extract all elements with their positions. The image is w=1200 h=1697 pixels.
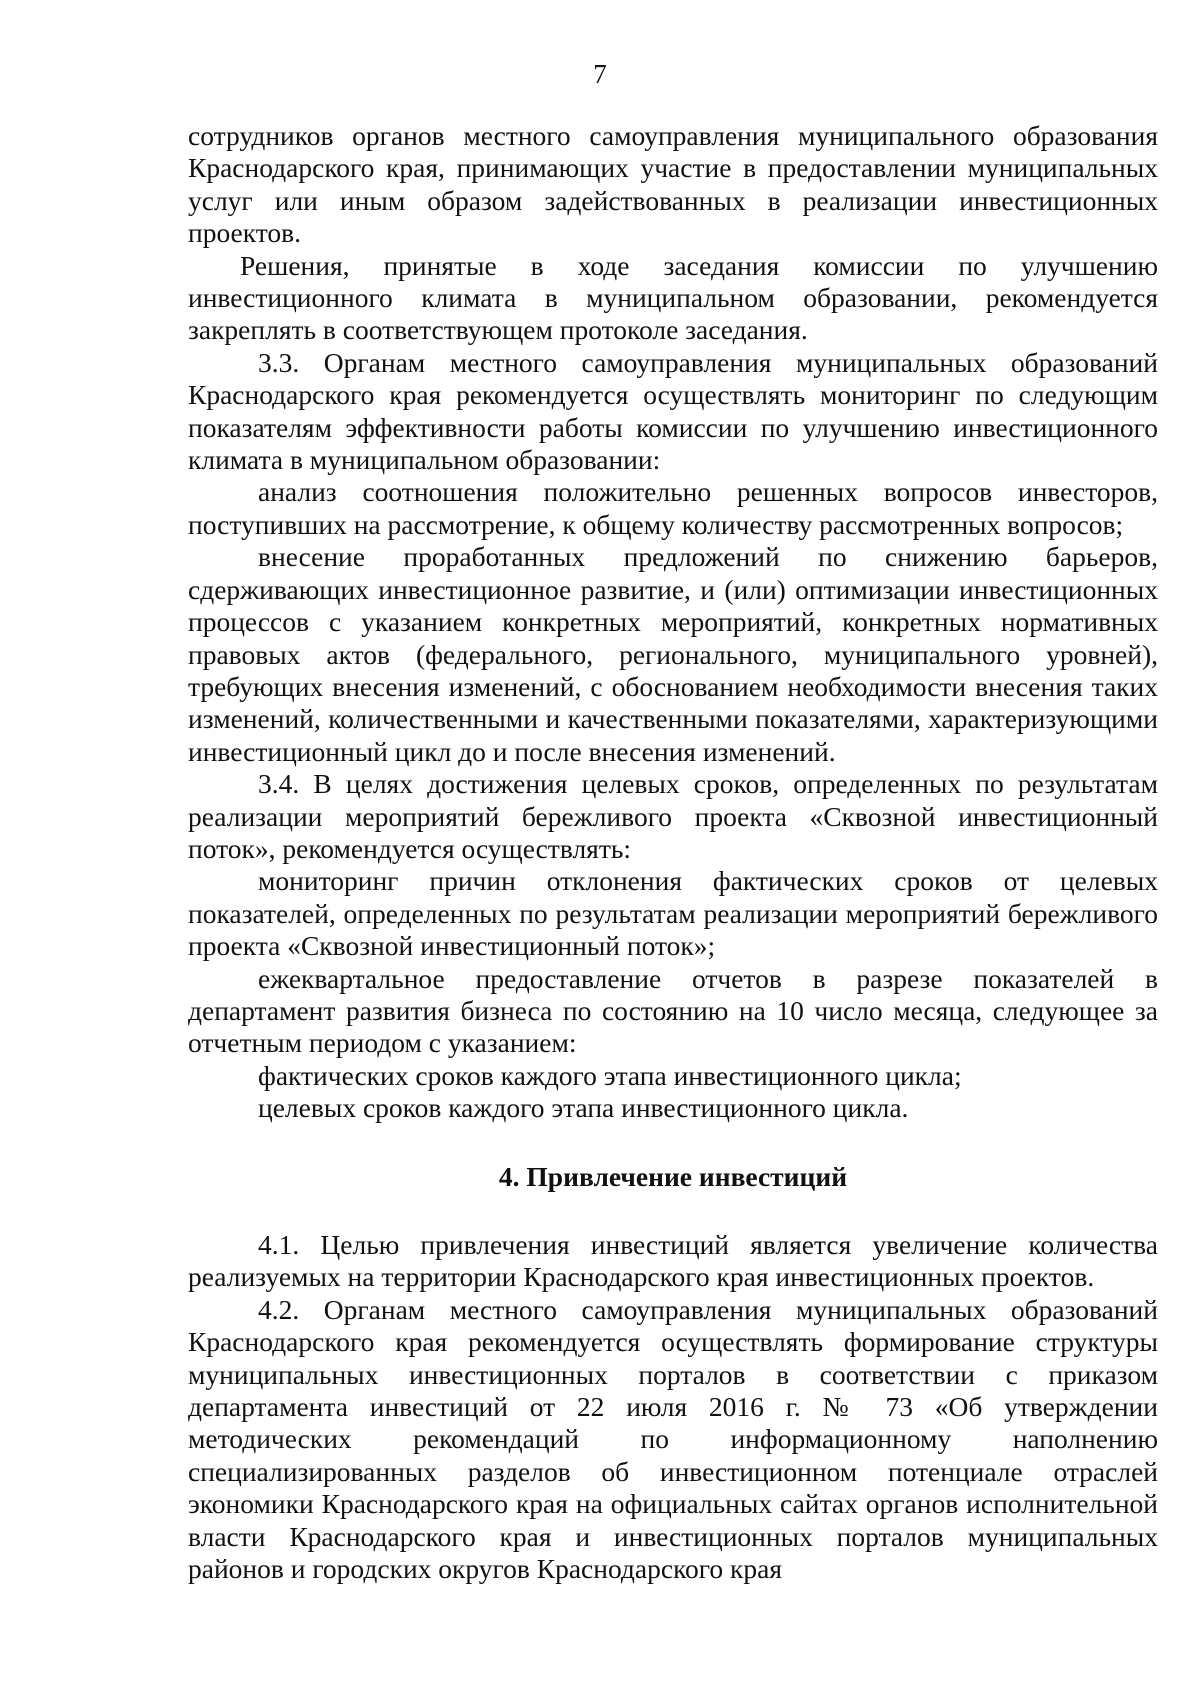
paragraph: мониторинг причин отклонения фактических сроков от целевых показателей, определенных по результатам реализации мероприятий бережливого проекта «Сквозной инвестиционный поток»; (188, 865, 1158, 962)
paragraph: анализ соотношения положительно решенных вопросов инвесторов, поступивших на рассмотрение, к общему количеству рассмотренных вопросов; (188, 476, 1158, 540)
paragraph: фактических сроков каждого этапа инвестиционного цикла; (258, 1059, 962, 1091)
paragraph: ежеквартальное предоставление отчетов в разрезе показателей в департамент развития бизнеса по состоянию на 10 число месяца, следующее за отчетным периодом с указанием: (188, 962, 1158, 1059)
paragraph: целевых сроков каждого этапа инвестиционного цикла. (258, 1092, 909, 1124)
paragraph: сотрудников органов местного самоуправления муниципального образования Краснодарского края, принимающих участие в предоставлении муниципальных услуг или иным образом задействованных в реализации инвестиционных проектов. (188, 120, 1158, 249)
document-body (188, 120, 1158, 1585)
paragraph: Решения, принятые в ходе заседания комиссии по улучшению инвестиционного климата в муниципальном образовании, рекомендуется закреплять в соответствующем протоколе заседания. (188, 249, 1158, 346)
paragraph: 3.3. Органам местного самоуправления муниципальных образований Краснодарского края рекомендуется осуществлять мониторинг по следующим показателям эффективности работы комиссии по улучшению инвестиционного климата в муниципальном образовании: (188, 346, 1158, 476)
paragraph: 4.1. Целью привлечения инвестиций является увеличение количества реализуемых на территории Краснодарского края инвестиционных проектов. (188, 1229, 1158, 1293)
paragraphs-after-heading (188, 1229, 1158, 1585)
paragraph: внесение проработанных предложений по снижению барьеров, сдерживающих инвестиционное развитие, и (или) оптимизации инвестиционных процессов с указанием конкретных мероприятий, конкретных нормативных правовых актов (федерального, регионального, муниципального уровней), требующих внесения изменений, с обоснованием необходимости внесения таких изменений, количественными и качественными показателями, характеризующими инвестиционный цикл до и после внесения изменений. (188, 541, 1158, 767)
paragraph: 4.2. Органам местного самоуправления муниципальных образований Краснодарского края рекомендуется осуществлять формирование структуры муниципальных инвестиционных порталов в соответствии с приказом департамента инвестиций от 22 июля 2016 г. № 73 «Об утверждении методических рекомендаций по информационному наполнению специализированных разделов об инвестиционном потенциале отраслей экономики Краснодарского края на официальных сайтах органов исполнительной власти Краснодарского края и инвестиционных порталов муниципальных районов и городских округов Краснодарского края (188, 1293, 1158, 1585)
section-heading: 4. Привлечение инвестиций (498, 1160, 848, 1192)
paragraphs-before-heading (188, 120, 1158, 1125)
paragraph: 3.4. В целях достижения целевых сроков, определенных по результатам реализации мероприятий бережливого проекта «Сквозной инвестиционный поток», рекомендуется осуществлять: (188, 768, 1158, 864)
page-number: 7 (593, 59, 607, 89)
